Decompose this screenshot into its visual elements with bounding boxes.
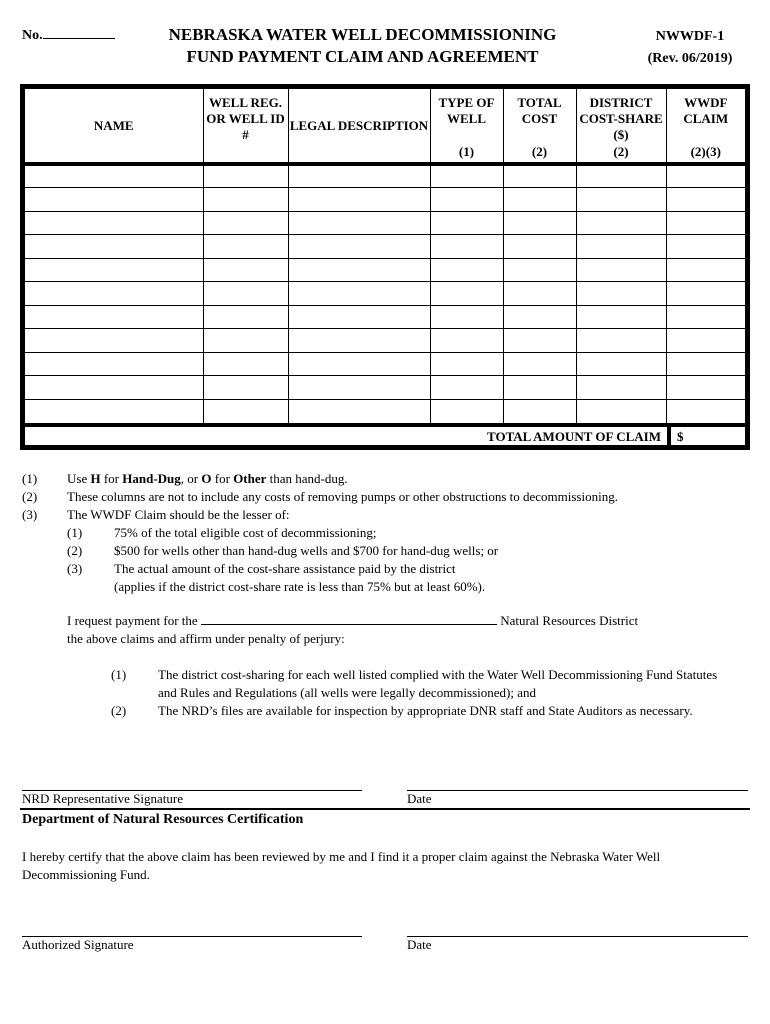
col-name-label: NAME (93, 117, 134, 133)
table-cell[interactable] (203, 282, 288, 306)
footnote-1-text (67, 470, 348, 488)
sub-2-number: (2) (67, 543, 83, 558)
table-cell[interactable] (576, 188, 666, 212)
table-cell[interactable] (503, 164, 576, 188)
page-title (140, 24, 585, 68)
claim-number-label: No. (22, 28, 43, 43)
sub-1-number: (1) (67, 525, 83, 540)
request-line-2: the above claims and affirm under penalty of perjury: (67, 631, 345, 646)
table-row (25, 211, 745, 235)
fn1-pre: Use (67, 471, 91, 486)
claim-number-blank[interactable] (43, 26, 115, 39)
footnote-2-number: (2) (22, 489, 38, 504)
table-cell[interactable] (503, 352, 576, 376)
table-cell[interactable] (25, 211, 203, 235)
authorized-date-line[interactable] (407, 936, 748, 937)
table-cell[interactable] (203, 329, 288, 353)
table-row (25, 329, 745, 353)
dnr-certification-text: I hereby certify that the above claim has been reviewed by me and I find it a proper claim against the Nebraska Water Well Decommissioning Fund. (22, 849, 661, 882)
fn1-o: O (201, 471, 212, 486)
nrd-name-blank[interactable] (201, 613, 497, 625)
section-divider (20, 808, 750, 810)
table-cell[interactable] (503, 376, 576, 400)
table-cell[interactable] (503, 258, 576, 282)
table-cell[interactable] (288, 352, 430, 376)
table-cell[interactable] (203, 235, 288, 259)
table-row (25, 188, 745, 212)
fn1-other: Other (233, 471, 267, 486)
sub-2-text: $500 for wells other than hand-dug wells and $700 for hand-dug wells; or (114, 543, 499, 558)
col-wwdf-claim-label: WWDF CLAIM (683, 95, 729, 126)
table-cell[interactable] (666, 399, 745, 423)
table-cell[interactable] (430, 399, 503, 423)
table-row (25, 399, 745, 423)
table-cell[interactable] (25, 399, 203, 423)
table-cell[interactable] (576, 352, 666, 376)
nrd-date-line[interactable] (407, 790, 748, 791)
form-id: NWWDF-1 (655, 29, 725, 44)
footnote-1-number: (1) (22, 471, 38, 486)
col-total-cost-note: (2) (531, 144, 548, 159)
table-cell[interactable] (666, 258, 745, 282)
table-cell[interactable] (25, 188, 203, 212)
fn1-mid2: , or (180, 471, 202, 486)
col-well-id-header (203, 89, 288, 164)
table-cell[interactable] (203, 376, 288, 400)
fn1-mid1: for (100, 471, 123, 486)
table-cell[interactable] (666, 282, 745, 306)
table-cell[interactable] (203, 188, 288, 212)
table-cell[interactable] (203, 399, 288, 423)
col-legal-header (288, 89, 430, 164)
table-row (25, 352, 745, 376)
table-row (25, 258, 745, 282)
table-cell[interactable] (430, 352, 503, 376)
table-row (25, 282, 745, 306)
claim-number-field[interactable] (22, 26, 115, 44)
dnr-certification-heading: Department of Natural Resources Certification (22, 812, 304, 827)
table-header-row (25, 89, 745, 164)
table-cell[interactable] (203, 305, 288, 329)
title-line-2: FUND PAYMENT CLAIM AND AGREEMENT (186, 47, 539, 66)
table-cell[interactable] (25, 352, 203, 376)
total-row (25, 423, 745, 445)
form-id-block (630, 26, 750, 70)
table-cell[interactable] (576, 376, 666, 400)
table-cell[interactable] (430, 188, 503, 212)
table-cell[interactable] (503, 235, 576, 259)
table-cell[interactable] (503, 399, 576, 423)
table-cell[interactable] (576, 282, 666, 306)
table-cell[interactable] (576, 258, 666, 282)
table-cell[interactable] (288, 329, 430, 353)
sub-3-number: (3) (67, 561, 83, 576)
footnote-3-number: (3) (22, 507, 38, 522)
table-cell[interactable] (503, 188, 576, 212)
table-cell[interactable] (430, 258, 503, 282)
table-cell[interactable] (430, 282, 503, 306)
table-cell[interactable] (288, 305, 430, 329)
col-total-cost-label: TOTAL COST (517, 95, 562, 126)
table-cell[interactable] (203, 258, 288, 282)
col-legal-label: LEGAL DESCRIPTION (289, 117, 429, 133)
affirmation-2 (67, 702, 728, 720)
sub-1-text: 75% of the total eligible cost of decommissioning; (114, 525, 377, 540)
claims-table-frame (20, 84, 750, 450)
affirmation-2-text: The NRD’s files are available for inspection by appropriate DNR staff and State Auditors as necessary. (158, 703, 693, 718)
sub-3-text-continued: (applies if the district cost-share rate is less than 75% but at least 60%). (114, 579, 486, 594)
footnote-3-text: The WWDF Claim should be the lesser of: (67, 507, 290, 522)
col-type-header (430, 89, 503, 164)
table-cell[interactable] (576, 211, 666, 235)
authorized-date-label: Date (407, 937, 432, 952)
request-line-1 (67, 612, 638, 630)
table-cell[interactable] (25, 235, 203, 259)
claims-table-body (25, 164, 745, 423)
table-cell[interactable] (288, 188, 430, 212)
table-cell[interactable] (288, 235, 430, 259)
table-cell[interactable] (430, 305, 503, 329)
col-name-header (25, 89, 203, 164)
col-total-cost-header (503, 89, 576, 164)
table-cell[interactable] (203, 211, 288, 235)
fn1-post: than hand-dug. (266, 471, 348, 486)
table-cell[interactable] (430, 211, 503, 235)
table-cell[interactable] (430, 376, 503, 400)
table-cell[interactable] (430, 235, 503, 259)
table-cell[interactable] (576, 164, 666, 188)
affirmation-1-number: (1) (111, 667, 127, 682)
table-cell[interactable] (203, 164, 288, 188)
table-cell[interactable] (576, 305, 666, 329)
col-district-share-header (576, 89, 666, 164)
total-separator (667, 427, 671, 445)
table-cell[interactable] (25, 305, 203, 329)
sub-3-text: The actual amount of the cost-share assistance paid by the district (114, 561, 456, 576)
request-pre-text: I request payment for the (67, 613, 198, 628)
table-cell[interactable] (288, 282, 430, 306)
table-cell[interactable] (430, 164, 503, 188)
nrd-date-label: Date (407, 791, 432, 806)
table-cell[interactable] (25, 329, 203, 353)
table-cell[interactable] (25, 376, 203, 400)
table-row (25, 305, 745, 329)
table-cell[interactable] (666, 352, 745, 376)
table-cell[interactable] (666, 235, 745, 259)
table-row (25, 376, 745, 400)
footnote-2-text: These columns are not to include any costs of removing pumps or other obstructions to decommissioning. (67, 489, 618, 504)
table-cell[interactable] (503, 211, 576, 235)
affirmation-2-number: (2) (111, 703, 127, 718)
table-cell[interactable] (576, 399, 666, 423)
table-cell[interactable] (203, 352, 288, 376)
fn1-mid3: for (211, 471, 234, 486)
payment-request (67, 612, 638, 648)
table-cell[interactable] (576, 329, 666, 353)
col-wwdf-claim-header (666, 89, 745, 164)
title-line-1: NEBRASKA WATER WELL DECOMMISSIONING (168, 25, 557, 44)
col-wwdf-claim-note: (2)(3) (690, 144, 721, 159)
table-cell[interactable] (25, 258, 203, 282)
table-row (25, 164, 745, 188)
table-cell[interactable] (288, 211, 430, 235)
fn1-h: H (90, 471, 101, 486)
table-cell[interactable] (666, 211, 745, 235)
table-cell[interactable] (288, 258, 430, 282)
table-cell[interactable] (666, 305, 745, 329)
table-cell[interactable] (503, 282, 576, 306)
table-row (25, 235, 745, 259)
affirmation-1 (67, 666, 728, 702)
fn1-handdug: Hand-Dug (122, 471, 181, 486)
form-revision: (Rev. 06/2019) (647, 51, 733, 66)
col-well-id-label: WELL REG. OR WELL ID # (206, 95, 285, 142)
table-cell[interactable] (666, 376, 745, 400)
table-cell[interactable] (503, 305, 576, 329)
table-cell[interactable] (666, 329, 745, 353)
table-cell[interactable] (666, 188, 745, 212)
table-cell[interactable] (666, 164, 745, 188)
table-cell[interactable] (430, 329, 503, 353)
col-type-note: (1) (458, 144, 475, 159)
table-cell[interactable] (503, 329, 576, 353)
request-post-text: Natural Resources District (500, 613, 639, 628)
nrd-signature-label: NRD Representative Signature (22, 791, 184, 806)
col-type-label: TYPE OF WELL (438, 95, 495, 126)
col-district-share-label: DISTRICT COST-SHARE ($) (579, 95, 663, 142)
authorized-signature-label: Authorized Signature (22, 937, 134, 952)
table-cell[interactable] (25, 282, 203, 306)
table-cell[interactable] (288, 164, 430, 188)
col-district-share-note: (2) (613, 144, 629, 159)
total-amount-field[interactable]: $ (677, 429, 684, 444)
table-cell[interactable] (25, 164, 203, 188)
claims-table (25, 89, 745, 423)
affirmations-list (67, 666, 728, 720)
total-amount-label: TOTAL AMOUNT OF CLAIM (487, 429, 661, 444)
table-cell[interactable] (576, 235, 666, 259)
affirmation-1-text: The district cost-sharing for each well listed complied with the Water Well Decommissioning Fund Statutes and Rules and Regulations (all wells were legally decommissioned); and (158, 667, 718, 700)
table-cell[interactable] (288, 376, 430, 400)
table-cell[interactable] (288, 399, 430, 423)
